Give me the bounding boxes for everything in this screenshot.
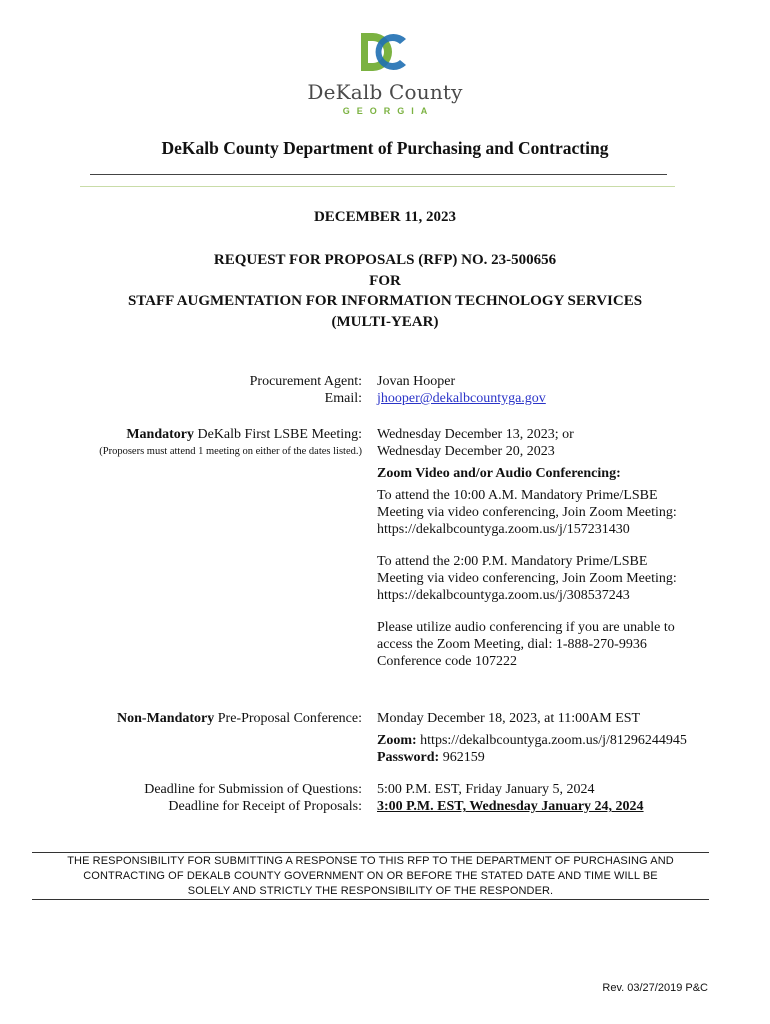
rfp-number: REQUEST FOR PROPOSALS (RFP) NO. 23-500656 <box>213 252 557 268</box>
county-logo <box>0 30 770 116</box>
email-label: Email: <box>324 391 362 406</box>
deadline-label-group <box>30 781 362 815</box>
lsbe-label-bold: Mandatory <box>126 427 194 442</box>
preproposal-password: Password: 962159 <box>377 750 485 765</box>
lsbe-zoom-afternoon-url: https://dekalbcountyga.zoom.us/j/308537243 <box>377 588 630 603</box>
lsbe-zoom-morning: To attend the 10:00 A.M. Mandatory Prime/LSBE Meeting via video conferencing, Join Zoom Meeting: https://dekalbcountyga.zoom.us/j/157231430 <box>377 487 747 538</box>
rfp-subject: STAFF AUGMENTATION FOR INFORMATION TECHNOLOGY SERVICES <box>127 293 643 309</box>
preproposal-label <box>30 710 362 727</box>
preproposal-date: Monday December 18, 2023, at 11:00AM EST <box>377 711 641 726</box>
lsbe-value-group <box>377 426 747 670</box>
agent-label: Procurement Agent: <box>249 374 362 389</box>
preproposal-label-bold: Non-Mandatory <box>117 711 215 726</box>
proposals-deadline-label: Deadline for Receipt of Proposals: <box>168 799 362 814</box>
logo-county-name: DeKalb County <box>307 80 463 104</box>
header-rule <box>90 174 667 175</box>
lsbe-date-2: Wednesday December 20, 2023 <box>377 444 555 459</box>
proposals-deadline-value: 3:00 P.M. EST, Wednesday January 24, 2024 <box>377 799 644 814</box>
department-title: DeKalb County Department of Purchasing and Contracting <box>161 138 609 158</box>
logo-state-name: GEORGIA <box>342 106 435 116</box>
questions-deadline-value: 5:00 P.M. EST, Friday January 5, 2024 <box>377 782 595 797</box>
rfp-term: (MULTI-YEAR) <box>331 313 439 330</box>
lsbe-zoom-afternoon: To attend the 2:00 P.M. Mandatory Prime/LSBE Meeting via video conferencing, Join Zoom Meeting: https://dekalbcountyga.zoom.us/j/308537243 <box>377 553 747 604</box>
lsbe-date-1: Wednesday December 13, 2023; or <box>377 427 574 442</box>
lsbe-label <box>30 426 362 443</box>
preproposal-label-rest: Pre-Proposal Conference: <box>214 711 362 726</box>
lsbe-label-group <box>30 426 362 460</box>
dc-logo-icon <box>359 30 411 74</box>
lsbe-zoom-morning-url: https://dekalbcountyga.zoom.us/j/157231430 <box>377 522 630 537</box>
preproposal-zoom: Zoom: https://dekalbcountyga.zoom.us/j/81296244945 <box>377 733 687 748</box>
agent-label-group <box>30 373 362 407</box>
lsbe-label-rest: DeKalb First LSBE Meeting: <box>194 427 362 442</box>
lsbe-note: (Proposers must attend 1 meeting on either of the dates listed.) <box>99 446 362 457</box>
zoom-heading: Zoom Video and/or Audio Conferencing: <box>377 466 621 481</box>
rfp-for: FOR <box>369 272 401 289</box>
issue-date: DECEMBER 11, 2023 <box>313 209 457 225</box>
revision-footer: Rev. 03/27/2019 P&C <box>602 982 708 994</box>
header-rule-accent <box>80 186 675 187</box>
agent-name: Jovan Hooper <box>377 374 456 389</box>
agent-value-group <box>377 373 747 407</box>
agent-email-link[interactable]: jhooper@dekalbcountyga.gov <box>377 391 546 406</box>
lsbe-audio-info: Please utilize audio conferencing if you are unable to access the Zoom Meeting, dial: 1-888-270-9936 Conference code 107222 <box>377 620 675 669</box>
preproposal-value-group <box>377 710 747 766</box>
rfp-title <box>0 250 770 332</box>
deadline-value-group <box>377 781 747 815</box>
responsibility-notice: THE RESPONSIBILITY FOR SUBMITTING A RESPONSE TO THIS RFP TO THE DEPARTMENT OF PURCHASING AND CONTRACTING OF DEKALB COUNTY GOVERNMENT ON OR BEFORE THE STATED DATE AND TIME WILL BE SOLELY AND STRICTLY THE RESPONSIBILITY OF THE RESPONDER. <box>32 852 709 900</box>
questions-deadline-label: Deadline for Submission of Questions: <box>144 782 362 797</box>
